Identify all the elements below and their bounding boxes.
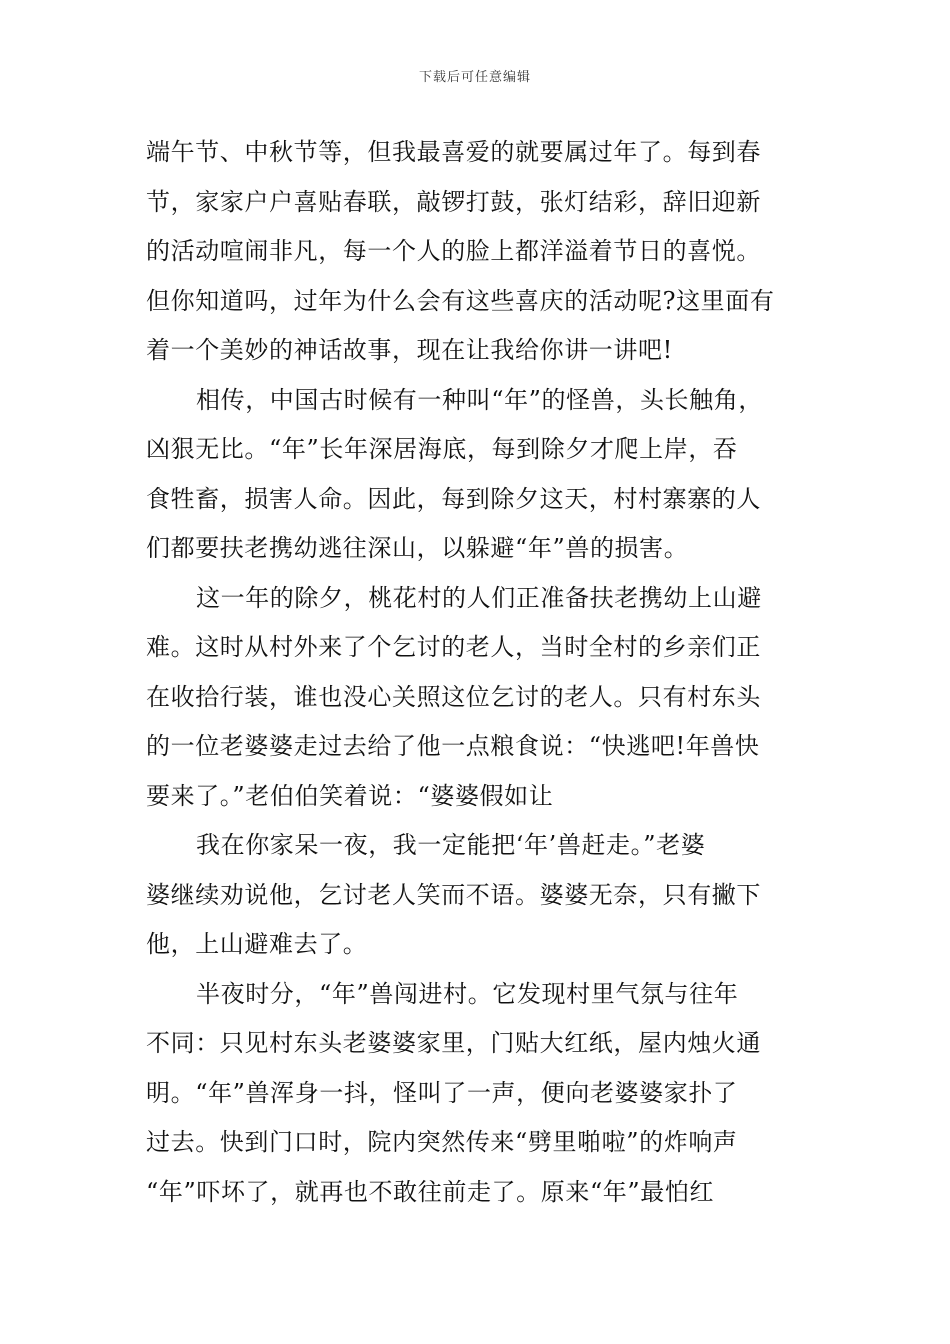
text-line: 们都要扶老携幼逃往深山，以躲避“年”兽的损害。 xyxy=(146,534,689,562)
text-line: 着一个美妙的神话故事，现在让我给你讲一讲吧! xyxy=(146,336,673,364)
text-line: 难。这时从村外来了个乞讨的老人，当时全村的乡亲们正 xyxy=(146,633,761,661)
text-line: 的一位老婆婆走过去给了他一点粮食说：“快逃吧!年兽快 xyxy=(146,732,760,760)
text-line: 端午节、中秋节等，但我最喜爱的就要属过年了。每到春 xyxy=(146,138,761,166)
text-line: 我在你家呆一夜，我一定能把‘年’兽赶走。”老婆 xyxy=(196,831,706,859)
text-line: 这一年的除夕，桃花村的人们正准备扶老携幼上山避 xyxy=(196,583,762,612)
text-line: 婆继续劝说他，乞讨老人笑而不语。婆婆无奈，只有撇下 xyxy=(146,880,761,909)
text-line: 过去。快到门口时，院内突然传来“劈里啪啦”的炸响声 xyxy=(146,1128,738,1156)
text-line: 半夜时分，“年”兽闯进村。它发现村里气氛与往年 xyxy=(196,979,739,1008)
body-text xyxy=(146,128,808,1217)
text-line: 相传，中国古时候有一种叫“年”的怪兽，头长触角， xyxy=(196,385,763,414)
text-line: 要来了。”老伯伯笑着说：“婆婆假如让 xyxy=(146,781,554,810)
text-line: 不同：只见村东头老婆婆家里，门贴大红纸，屋内烛火通 xyxy=(146,1029,761,1057)
text-line: 但你知道吗，过年为什么会有这些喜庆的活动呢?这里面有 xyxy=(146,286,775,315)
text-line: 凶狠无比。“年”长年深居海底，每到除夕才爬上岸，吞 xyxy=(146,435,738,463)
text-line: 在收拾行装，谁也没心关照这位乞讨的老人。只有村东头 xyxy=(146,682,761,711)
text-line: 节，家家户户喜贴春联，敲锣打鼓，张灯结彩，辞旧迎新 xyxy=(146,187,761,216)
text-line: 食牲畜，损害人命。因此，每到除夕这天，村村寨寨的人 xyxy=(146,484,761,513)
text-line: “年”吓坏了，就再也不敢往前走了。原来“年”最怕红 xyxy=(146,1177,715,1206)
text-line: 明。“年”兽浑身一抖，怪叫了一声，便向老婆婆家扑了 xyxy=(146,1078,738,1107)
page-header: 下载后可任意编辑 xyxy=(418,70,531,85)
text-line: 他，上山避难去了。 xyxy=(146,930,368,958)
text-line: 的活动喧闹非凡，每一个人的脸上都洋溢着节日的喜悦。 xyxy=(146,237,761,265)
